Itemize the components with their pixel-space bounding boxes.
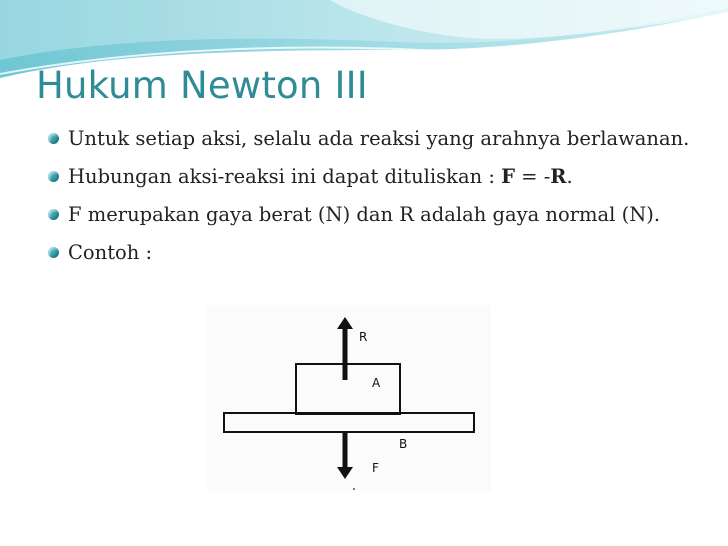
label-a: A bbox=[372, 376, 381, 390]
bullet-text: F merupakan gaya berat (N) dan R adalah gaya normal (N). bbox=[68, 203, 661, 226]
bullet-icon bbox=[48, 209, 59, 220]
bullet-text: Hubungan aksi-reaksi ini dapat dituliskan : bbox=[68, 165, 502, 188]
bullet-icon bbox=[48, 247, 59, 258]
small-dot bbox=[353, 488, 355, 490]
slide-title: Hukum Newton III bbox=[36, 64, 368, 107]
arrow-f-head-icon bbox=[337, 467, 353, 479]
bullet-item-definitions bbox=[46, 200, 706, 229]
block-a bbox=[296, 364, 400, 414]
formula-end: . bbox=[566, 165, 573, 188]
bullet-text: Contoh : bbox=[68, 241, 153, 264]
arrow-r-head-icon bbox=[337, 317, 353, 329]
formula-variable-r: R bbox=[550, 165, 567, 188]
label-b: B bbox=[399, 437, 408, 451]
label-r: R bbox=[359, 330, 368, 344]
force-diagram bbox=[206, 305, 491, 491]
bullet-item-formula bbox=[46, 162, 706, 191]
bullet-item-example bbox=[46, 238, 706, 267]
block-b bbox=[224, 413, 474, 432]
bullet-list bbox=[46, 124, 706, 276]
bullet-icon bbox=[48, 171, 59, 182]
bullet-icon bbox=[48, 133, 59, 144]
label-f: F bbox=[372, 461, 379, 475]
formula-equals: = - bbox=[514, 165, 551, 188]
bullet-text: Untuk setiap aksi, selalu ada reaksi yang arahnya berlawanan. bbox=[68, 127, 690, 150]
formula-variable-f: F bbox=[501, 165, 515, 188]
bullet-item-action-reaction bbox=[46, 124, 706, 153]
